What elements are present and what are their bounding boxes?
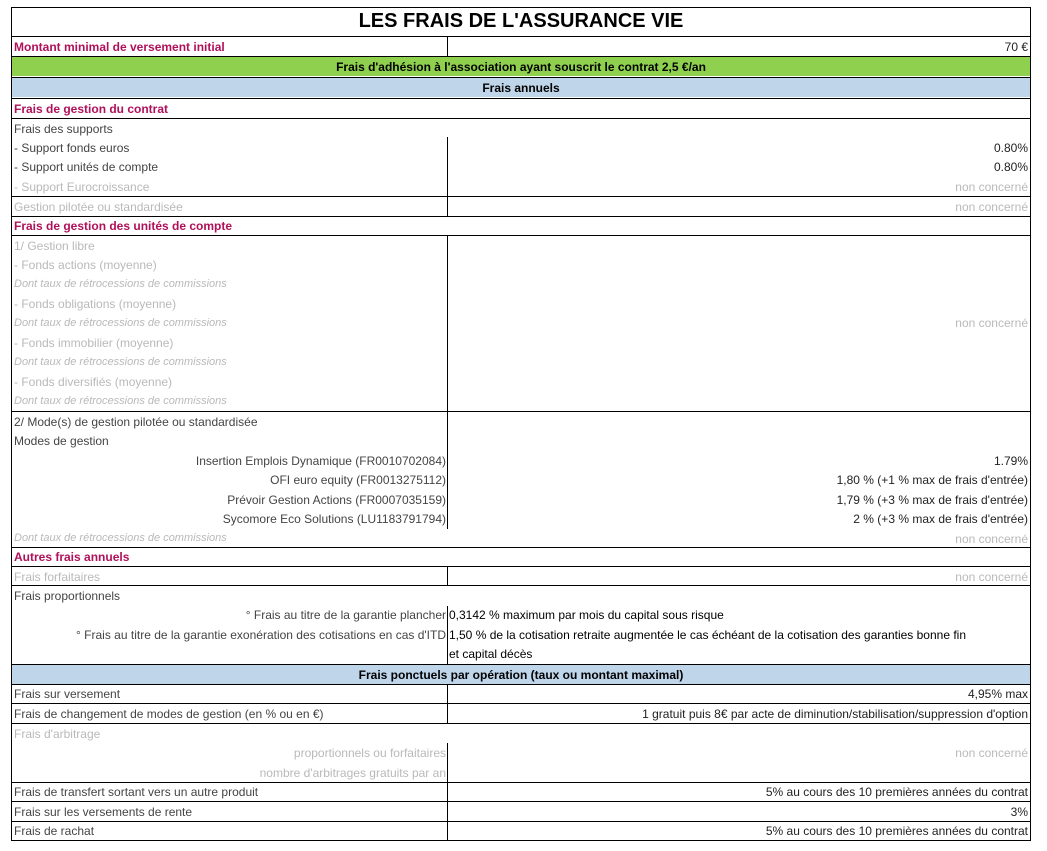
rachat-label: Frais de rachat [14, 824, 95, 838]
supports-label: Frais des supports [14, 122, 113, 136]
pilotee-label: Gestion pilotée ou standardisée [14, 200, 183, 214]
mode-name: Prévoir Gestion Actions (FR0007035159) [227, 493, 446, 507]
fonds-obligations-label: - Fonds obligations (moyenne) [14, 297, 177, 311]
pilotee-row [12, 196, 1030, 216]
versement-label: Frais sur versement [14, 687, 121, 701]
transfert-label: Frais de transfert sortant vers un autre produit [14, 785, 259, 799]
proportionnels-label: Frais proportionnels [14, 589, 121, 603]
itd-value-line1: 1,50 % de la cotisation retraite augmentée le cas échéant de la cotisation des garanties bonne fin [449, 628, 967, 642]
mode-value: 2 % (+3 % max de frais d'entrée) [853, 512, 1028, 526]
mode-name: OFI euro equity (FR0013275112) [270, 473, 446, 487]
gestion-uc-header [12, 216, 1030, 235]
frais-annuels-title: Frais annuels [482, 81, 560, 95]
title-row [12, 8, 1030, 36]
frais-annuels-header [12, 77, 1030, 97]
rachat-row [12, 821, 1030, 840]
fonds-actions-label: - Fonds actions (moyenne) [14, 258, 157, 272]
fonds-euros-value: 0.80% [993, 141, 1028, 155]
fonds-euros-row [12, 138, 1030, 157]
uc-row [12, 157, 1030, 177]
divider [447, 783, 448, 840]
montant-row [12, 36, 1030, 56]
mode-value: 1.79% [993, 454, 1028, 468]
changement-label: Frais de changement de modes de gestion (en % ou en €) [14, 707, 324, 721]
arbitrage-label: Frais d'arbitrage [14, 727, 101, 741]
retro-label: Dont taux de rétrocessions de commissions [14, 278, 227, 290]
retro-label: Dont taux de rétrocessions de commissions [14, 356, 227, 368]
itd-value-line2: et capital décès [449, 647, 533, 661]
eurocroissance-value: non concerné [955, 180, 1028, 194]
rente-row [12, 801, 1030, 821]
retro-label: Dont taux de rétrocessions de commissions [14, 532, 227, 544]
forfaitaires-label: Frais forfaitaires [14, 570, 101, 584]
plancher-value: 0,3142 % maximum par mois du capital sous risque [449, 608, 724, 622]
eurocroissance-label: - Support Eurocroissance [14, 180, 150, 194]
fonds-immobilier-label: - Fonds immobilier (moyenne) [14, 336, 174, 350]
montant-label: Montant minimal de versement initial [14, 40, 225, 54]
rente-label: Frais sur les versements de rente [14, 805, 193, 819]
divider [447, 685, 448, 723]
plancher-label: ° Frais au titre de la garantie plancher [245, 608, 446, 622]
autres-title: Autres frais annuels [14, 550, 130, 564]
gestion-libre-value: non concerné [955, 316, 1028, 330]
rachat-value: 5% au cours des 10 premières années du contrat [765, 824, 1028, 838]
adhesion-text: Frais d'adhésion à l'association ayant souscrit le contrat 2,5 €/an [336, 60, 706, 74]
arbitrage-block [12, 723, 1030, 782]
divider [447, 137, 448, 197]
fees-table [11, 7, 1031, 841]
supports-row [12, 118, 1030, 138]
arbitrages-gratuits-label: nombre d'arbitrages gratuits par an [259, 766, 446, 780]
autres-header [12, 547, 1030, 566]
mode-name: Sycomore Eco Solutions (LU1183791794) [222, 512, 446, 526]
transfert-row [12, 782, 1030, 801]
retro-label: Dont taux de rétrocessions de commissions [14, 317, 227, 329]
page-title: LES FRAIS DE L'ASSURANCE VIE [358, 10, 684, 32]
mode-value: 1,79 % (+3 % max de frais d'entrée) [836, 493, 1028, 507]
fonds-euros-label: - Support fonds euros [14, 141, 130, 155]
forfaitaires-value: non concerné [955, 570, 1028, 584]
adhesion-row [12, 56, 1030, 76]
changement-value: 1 gratuit puis 8€ par acte de diminution/stabilisation/suppression d'option [642, 707, 1028, 721]
retro-label: Dont taux de rétrocessions de commissions [14, 395, 227, 407]
mode-name: Insertion Emplois Dynamique (FR0010702084) [195, 454, 446, 468]
versement-value: 4,95% max [967, 687, 1028, 701]
pilotee-value: non concerné [955, 200, 1028, 214]
retro-value: non concerné [955, 532, 1028, 546]
gestion-libre-block [12, 235, 1030, 411]
divider [447, 606, 448, 664]
transfert-value: 5% au cours des 10 premières années du contrat [765, 785, 1028, 799]
ponctuels-header [12, 664, 1030, 684]
changement-row [12, 703, 1030, 723]
gestion-contrat-title: Frais de gestion du contrat [14, 102, 169, 116]
divider [447, 743, 448, 782]
arbitrage-value: non concerné [955, 746, 1028, 760]
forfaitaires-row [12, 566, 1030, 586]
versement-row [12, 684, 1030, 703]
gestion-pilotee-block [12, 411, 1030, 567]
divider [447, 236, 448, 411]
modes-label: Modes de gestion [14, 434, 109, 448]
divider [447, 197, 448, 216]
proportionnels-forfaitaires-label: proportionnels ou forfaitaires [293, 746, 446, 760]
gestion-uc-title: Frais de gestion des unités de compte [14, 219, 233, 233]
gestion-pilotee-label: 2/ Mode(s) de gestion pilotée ou standardisée [14, 415, 258, 429]
gestion-libre-label: 1/ Gestion libre [14, 239, 95, 253]
proportionnels-block [12, 585, 1030, 664]
montant-value: 70 € [1004, 40, 1028, 54]
itd-label: ° Frais au titre de la garantie exonération des cotisations en cas d'ITD [76, 628, 446, 642]
uc-label: - Support unités de compte [14, 160, 159, 174]
eurocroissance-row [12, 177, 1030, 196]
ponctuels-title: Frais ponctuels par opération (taux ou montant maximal) [358, 668, 684, 682]
divider [447, 37, 448, 56]
uc-value: 0.80% [993, 160, 1028, 174]
gestion-contrat-header [12, 98, 1030, 118]
mode-value: 1,80 % (+1 % max de frais d'entrée) [836, 473, 1028, 487]
rente-value: 3% [1010, 805, 1028, 819]
fonds-diversifies-label: - Fonds diversifiés (moyenne) [14, 375, 173, 389]
divider [447, 567, 448, 586]
divider [447, 412, 448, 529]
